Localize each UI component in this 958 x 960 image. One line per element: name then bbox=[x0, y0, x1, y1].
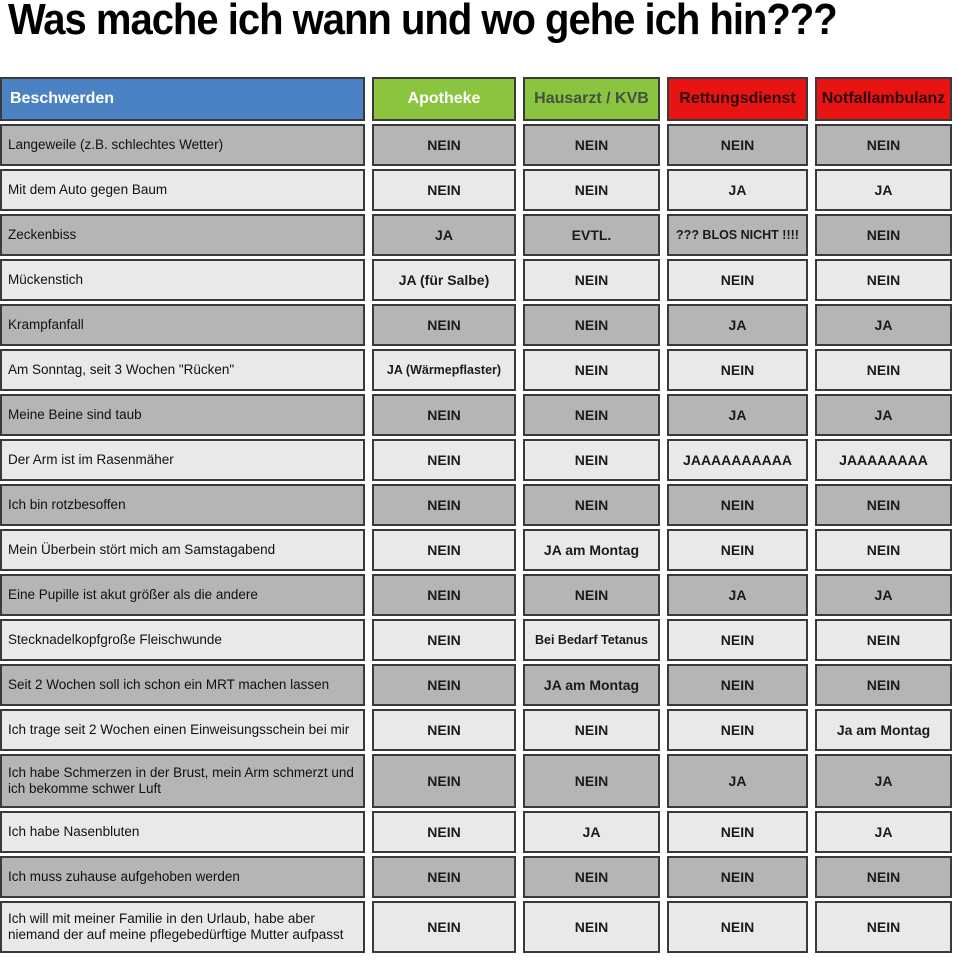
value-cell: NEIN bbox=[815, 901, 952, 953]
value-cell: JA bbox=[667, 574, 808, 616]
complaint-cell: Ich habe Schmerzen in der Brust, mein Arm schmerzt und ich bekomme schwer Luft bbox=[0, 754, 365, 808]
complaint-cell: Ich will mit meiner Familie in den Urlaub, habe aber niemand der auf meine pflegebedürftige Mutter aufpasst bbox=[0, 901, 365, 953]
value-cell: NEIN bbox=[523, 856, 660, 898]
column-header-notfallambulanz: Notfallambulanz bbox=[815, 77, 952, 121]
value-cell: NEIN bbox=[667, 484, 808, 526]
complaint-cell: Mit dem Auto gegen Baum bbox=[0, 169, 365, 211]
complaint-cell: Ich trage seit 2 Wochen einen Einweisungsschein bei mir bbox=[0, 709, 365, 751]
value-cell: JA bbox=[815, 811, 952, 853]
column-header-beschwerden: Beschwerden bbox=[0, 77, 365, 121]
value-cell: NEIN bbox=[372, 901, 516, 953]
value-cell: Bei Bedarf Tetanus bbox=[523, 619, 660, 661]
value-cell: JA am Montag bbox=[523, 529, 660, 571]
value-cell: JA bbox=[815, 169, 952, 211]
value-cell: NEIN bbox=[372, 754, 516, 808]
value-cell: JAAAAAAAAAA bbox=[667, 439, 808, 481]
value-cell: JA bbox=[667, 394, 808, 436]
column-header-apotheke: Apotheke bbox=[372, 77, 516, 121]
value-cell: JA bbox=[667, 169, 808, 211]
value-cell: JA (Wärmepflaster) bbox=[372, 349, 516, 391]
value-cell: NEIN bbox=[815, 856, 952, 898]
value-cell: NEIN bbox=[815, 484, 952, 526]
value-cell: NEIN bbox=[667, 529, 808, 571]
value-cell: NEIN bbox=[815, 664, 952, 706]
complaint-cell: Mückenstich bbox=[0, 259, 365, 301]
value-cell: NEIN bbox=[815, 349, 952, 391]
value-cell: NEIN bbox=[372, 856, 516, 898]
value-cell: JAAAAAAAA bbox=[815, 439, 952, 481]
complaint-cell: Am Sonntag, seit 3 Wochen "Rücken" bbox=[0, 349, 365, 391]
value-cell: NEIN bbox=[523, 484, 660, 526]
complaint-cell: Ich bin rotzbesoffen bbox=[0, 484, 365, 526]
page-title: Was mache ich wann und wo gehe ich hin??? bbox=[8, 0, 837, 44]
value-cell: Ja am Montag bbox=[815, 709, 952, 751]
value-cell: JA (für Salbe) bbox=[372, 259, 516, 301]
value-cell: NEIN bbox=[667, 709, 808, 751]
value-cell: NEIN bbox=[667, 124, 808, 166]
value-cell: NEIN bbox=[372, 574, 516, 616]
value-cell: JA bbox=[667, 754, 808, 808]
value-cell: NEIN bbox=[667, 901, 808, 953]
triage-table bbox=[0, 77, 952, 953]
complaint-cell: Eine Pupille ist akut größer als die andere bbox=[0, 574, 365, 616]
complaint-cell: Langeweile (z.B. schlechtes Wetter) bbox=[0, 124, 365, 166]
value-cell: NEIN bbox=[667, 259, 808, 301]
value-cell: NEIN bbox=[372, 439, 516, 481]
value-cell: NEIN bbox=[372, 664, 516, 706]
value-cell: JA bbox=[815, 394, 952, 436]
value-cell: NEIN bbox=[815, 214, 952, 256]
value-cell: NEIN bbox=[523, 754, 660, 808]
complaint-cell: Stecknadelkopfgroße Fleischwunde bbox=[0, 619, 365, 661]
value-cell: JA bbox=[523, 811, 660, 853]
complaint-cell: Zeckenbiss bbox=[0, 214, 365, 256]
column-header-hausarzt-kvb: Hausarzt / KVB bbox=[523, 77, 660, 121]
value-cell: NEIN bbox=[815, 124, 952, 166]
value-cell: NEIN bbox=[372, 619, 516, 661]
value-cell: NEIN bbox=[372, 811, 516, 853]
value-cell: NEIN bbox=[667, 856, 808, 898]
value-cell: NEIN bbox=[523, 304, 660, 346]
value-cell: NEIN bbox=[523, 349, 660, 391]
value-cell: NEIN bbox=[815, 619, 952, 661]
value-cell: EVTL. bbox=[523, 214, 660, 256]
value-cell: JA bbox=[815, 574, 952, 616]
value-cell: NEIN bbox=[523, 901, 660, 953]
value-cell: NEIN bbox=[667, 619, 808, 661]
value-cell: NEIN bbox=[523, 169, 660, 211]
value-cell: NEIN bbox=[667, 811, 808, 853]
value-cell: NEIN bbox=[523, 574, 660, 616]
value-cell: NEIN bbox=[372, 169, 516, 211]
value-cell: JA bbox=[667, 304, 808, 346]
value-cell: NEIN bbox=[815, 259, 952, 301]
complaint-cell: Ich habe Nasenbluten bbox=[0, 811, 365, 853]
value-cell: NEIN bbox=[523, 259, 660, 301]
value-cell: NEIN bbox=[372, 394, 516, 436]
value-cell: NEIN bbox=[815, 529, 952, 571]
complaint-cell: Mein Überbein stört mich am Samstagabend bbox=[0, 529, 365, 571]
value-cell: NEIN bbox=[667, 349, 808, 391]
value-cell: NEIN bbox=[523, 394, 660, 436]
value-cell: NEIN bbox=[667, 664, 808, 706]
value-cell: NEIN bbox=[372, 709, 516, 751]
value-cell: JA am Montag bbox=[523, 664, 660, 706]
value-cell: NEIN bbox=[372, 529, 516, 571]
complaint-cell: Krampfanfall bbox=[0, 304, 365, 346]
value-cell: ??? BLOS NICHT !!!! bbox=[667, 214, 808, 256]
value-cell: NEIN bbox=[523, 709, 660, 751]
value-cell: JA bbox=[372, 214, 516, 256]
complaint-cell: Ich muss zuhause aufgehoben werden bbox=[0, 856, 365, 898]
value-cell: NEIN bbox=[523, 439, 660, 481]
complaint-cell: Meine Beine sind taub bbox=[0, 394, 365, 436]
complaint-cell: Der Arm ist im Rasenmäher bbox=[0, 439, 365, 481]
value-cell: NEIN bbox=[372, 484, 516, 526]
complaint-cell: Seit 2 Wochen soll ich schon ein MRT machen lassen bbox=[0, 664, 365, 706]
value-cell: NEIN bbox=[372, 124, 516, 166]
column-header-rettungsdienst: Rettungsdienst bbox=[667, 77, 808, 121]
value-cell: NEIN bbox=[523, 124, 660, 166]
value-cell: NEIN bbox=[372, 304, 516, 346]
value-cell: JA bbox=[815, 754, 952, 808]
value-cell: JA bbox=[815, 304, 952, 346]
